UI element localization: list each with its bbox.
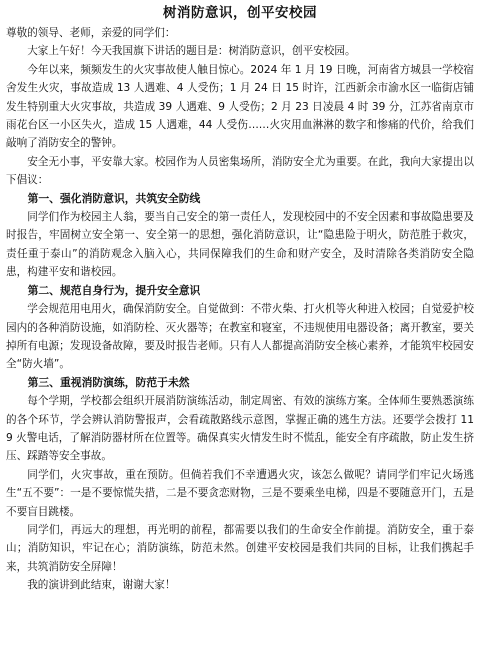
- greeting: 尊敬的领导、老师，亲爱的同学们：: [6, 27, 176, 39]
- paragraph-thanks: 我的演讲到此结束，谢谢大家！: [27, 579, 176, 592]
- section-heading-2: 第二、规范自身行为，提升安全意识: [27, 283, 201, 297]
- paragraph-opening: 大家上午好！今天我国旗下讲话的题目是：树消防意识，创平安校园。: [27, 45, 356, 58]
- section-heading-3: 第三、重视消防演练，防范于未然: [27, 375, 190, 389]
- document-title: 树消防意识，创平安校园: [163, 5, 317, 21]
- section-body-2: 学会规范用电用火，确保消防安全。自觉做到：不带火柴、打火机等火种进入校园；自觉爱护校园内的各种消防设施，如消防栓、灭火器等；在教室和寝室，不违规使用电器设备；离开教室，要关掉所有电源；发现设备故障，要及时报告老师。只有人人都提高消防安全核心素养，才能筑牢校园安全“防火墙”。: [6, 303, 474, 371]
- section-body-1: 同学们作为校园主人翁，要当自己安全的第一责任人，发现校园中的不安全因素和事故隐患要及时报告，牢固树立安全第一、安全第一的思想，强化消防意识，让“隐患险于明火，防范胜于救灾，责任重于泰山”的消防观念入脑入心，共同保障我们的生命和财产安全，及时清除各类消防安全隐患，构建平安和谐校园。: [6, 211, 474, 279]
- paragraph-incidents: 今年以来，频频发生的火灾事故使人触目惊心。2024 年 1 月 19 日晚，河南省方城县一学校宿舍发生火灾，事故造成 13 人遇难、4 人受伤；1 月 24 日 15 时许，江西新余市渝水区一临街店铺发生特别重大火灾事故，共造成 39 人遇难、9 人受伤；2 月 23 日凌晨 4 时 39 分，江苏省南京市雨花台区一小区失火，造成 15 人遇难，44 人受伤……火灾用血淋淋的数字和惨痛的代价，给我们敲响了消防安全的警钟。: [6, 63, 474, 150]
- section-body-3: 每个学期，学校都会组织开展消防演练活动，制定周密、有效的演练方案。全体师生要熟悉演练的各个环节，学会辨认消防警报声，会看疏散路线示意图，掌握正确的逃生方法。还要学会拨打 119 火警电话，了解消防器材所在位置等。确保真实火情发生时不慌乱，能安全有序疏散，防止发生挤压、踩踏等安全事故。: [6, 395, 474, 463]
- paragraph-conclusion: 同学们，再远大的理想，再光明的前程，都需要以我们的生命安全作前提。消防安全，重于泰山；消防知识，牢记在心；消防演练，防范未然。创建平安校园是我们共同的目标，让我们携起手来，共筑消防安全屏障！: [6, 523, 474, 573]
- paragraph-escape-rules: 同学们，火灾事故，重在预防。但倘若我们不幸遭遇火灾，该怎么做呢？请同学们牢记火场逃生“五不要”：一是不要惊慌失措，二是不要贪恋财物，三是不要乘坐电梯，四是不要随意开门，五是不要盲目跳楼。: [6, 468, 474, 518]
- section-heading-1: 第一、强化消防意识，共筑安全防线: [27, 191, 201, 205]
- speech-document: [6, 4, 474, 595]
- paragraph-proposal: 安全无小事，平安靠大家。校园作为人员密集场所，消防安全尤为重要。在此，我向大家提出以下倡议：: [6, 155, 474, 187]
